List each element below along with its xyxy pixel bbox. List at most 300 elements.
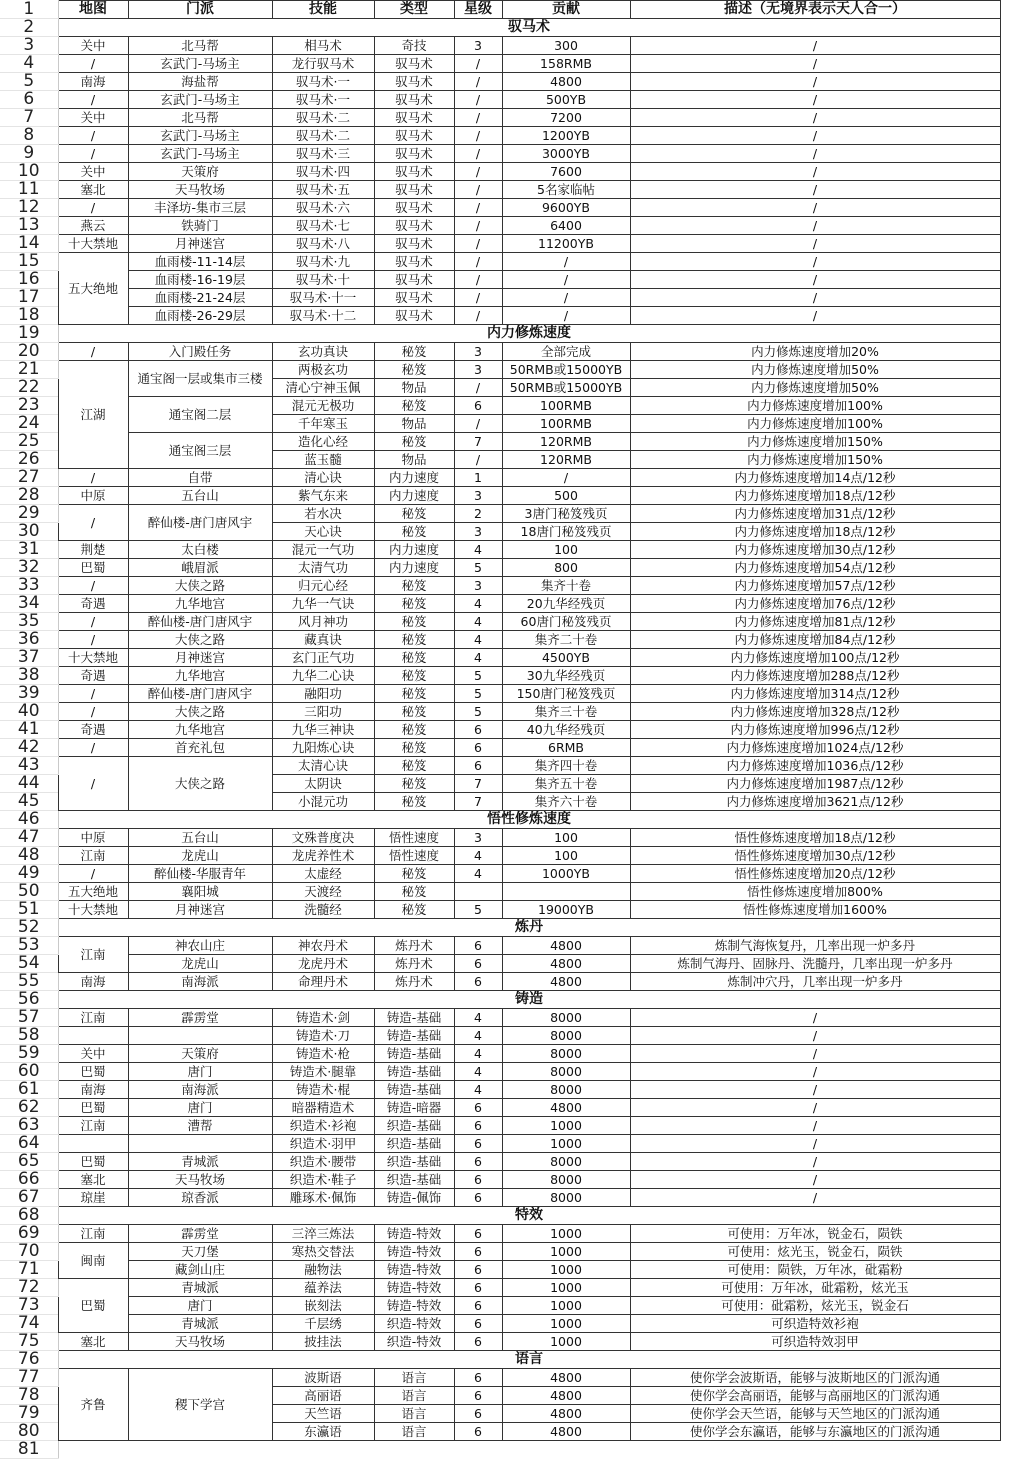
table-cell: 天渡经 <box>272 883 374 901</box>
table-cell: 荆楚 <box>58 541 128 559</box>
table-cell: 8000 <box>502 1009 630 1027</box>
table-cell: 江南 <box>58 1117 128 1135</box>
table-cell: 可使用：炫光玉，锐金石，陨铁 <box>630 1243 1000 1261</box>
row-number: 11 <box>0 181 58 199</box>
table-cell: 可使用：陨铁，万年冰，砒霜粉 <box>630 1261 1000 1279</box>
table-cell: 6 <box>454 1189 502 1207</box>
table-cell: 南海 <box>58 73 128 91</box>
table-cell: 内力修炼速度增加57点/12秒 <box>630 577 1000 595</box>
table-row <box>0 541 1000 559</box>
table-cell: 集齐五十卷 <box>502 775 630 793</box>
row-number: 66 <box>0 1171 58 1189</box>
table-cell: 8000 <box>502 1045 630 1063</box>
table-cell: 织造术·衫袍 <box>272 1117 374 1135</box>
table-cell: 天心诀 <box>272 523 374 541</box>
table-cell: 秘笈 <box>374 865 454 883</box>
table-cell: / <box>454 379 502 397</box>
table-cell: 4800 <box>502 973 630 991</box>
row-number: 53 <box>0 937 58 955</box>
table-row <box>0 1315 1000 1333</box>
table-cell: 6 <box>454 1423 502 1441</box>
table-row <box>0 1189 1000 1207</box>
table-cell: 驭马术 <box>374 307 454 325</box>
table-row <box>0 721 1000 739</box>
table-cell: 内力修炼速度增加54点/12秒 <box>630 559 1000 577</box>
table-row <box>0 667 1000 685</box>
section-row <box>0 811 1000 829</box>
table-cell: 6400 <box>502 217 630 235</box>
table-cell: 50RMB或15000YB <box>502 361 630 379</box>
table-cell: / <box>454 415 502 433</box>
table-row <box>0 595 1000 613</box>
table-cell: 玄武门-马场主 <box>128 145 272 163</box>
table-cell: / <box>630 1153 1000 1171</box>
table-row <box>0 1369 1000 1387</box>
merged-cell: 通宝阁一层或集市三楼 <box>128 361 272 397</box>
table-cell: 18唐门秘笈残页 <box>502 523 630 541</box>
table-cell: 驭马术 <box>374 91 454 109</box>
table-cell: 驭马术 <box>374 109 454 127</box>
table-cell: 混元一气功 <box>272 541 374 559</box>
merged-cell: / <box>58 505 128 541</box>
table-cell: / <box>58 127 128 145</box>
merged-cell: 江南 <box>58 937 128 973</box>
table-cell: / <box>502 253 630 271</box>
table-cell: 6 <box>454 1387 502 1405</box>
table-cell: 集齐三十卷 <box>502 703 630 721</box>
table-cell: 6 <box>454 1297 502 1315</box>
table-cell: 4 <box>454 1063 502 1081</box>
table-cell: / <box>454 199 502 217</box>
table-cell: 6 <box>454 1153 502 1171</box>
table-cell: 玄功真诀 <box>272 343 374 361</box>
table-cell: 6 <box>454 955 502 973</box>
row-number: 35 <box>0 613 58 631</box>
row-number: 38 <box>0 667 58 685</box>
row-number: 55 <box>0 973 58 991</box>
section-title: 悟性修炼速度 <box>58 811 1000 829</box>
table-cell: 驭马术 <box>374 55 454 73</box>
table-cell: 5 <box>454 901 502 919</box>
table-cell: 使你学会天竺语，能够与天竺地区的门派沟通 <box>630 1405 1000 1423</box>
table-cell: 1000 <box>502 1261 630 1279</box>
row-number: 2 <box>0 19 58 37</box>
table-row <box>0 703 1000 721</box>
table-cell: 8000 <box>502 1171 630 1189</box>
table-cell: 4 <box>454 1081 502 1099</box>
table-cell: 悟性修炼速度增加800% <box>630 883 1000 901</box>
table-cell: 高丽语 <box>272 1387 374 1405</box>
table-cell: 可织造特效羽甲 <box>630 1333 1000 1351</box>
table-cell: 唐门 <box>128 1099 272 1117</box>
header-sect: 门派 <box>128 1 272 19</box>
row-number: 16 <box>0 271 58 289</box>
row-number: 39 <box>0 685 58 703</box>
row-number: 31 <box>0 541 58 559</box>
table-cell: / <box>630 1189 1000 1207</box>
table-cell: 自带 <box>128 469 272 487</box>
table-cell: 驭马术·二 <box>272 109 374 127</box>
table-cell: 内力修炼速度增加84点/12秒 <box>630 631 1000 649</box>
table-row <box>0 343 1000 361</box>
table-cell: 6 <box>454 739 502 757</box>
row-number: 52 <box>0 919 58 937</box>
table-cell: 天马牧场 <box>128 181 272 199</box>
row-number: 59 <box>0 1045 58 1063</box>
table-cell: 关中 <box>58 109 128 127</box>
table-cell: 驭马术 <box>374 145 454 163</box>
table-cell: 唐门 <box>128 1063 272 1081</box>
table-cell: 6 <box>454 1261 502 1279</box>
table-cell: 铸造术·刀 <box>272 1027 374 1045</box>
table-row <box>0 181 1000 199</box>
table-cell: 藏真诀 <box>272 631 374 649</box>
row-number: 30 <box>0 523 58 541</box>
table-cell: 龙虎养性术 <box>272 847 374 865</box>
table-cell: / <box>630 37 1000 55</box>
table-cell: 可织造特效衫袍 <box>630 1315 1000 1333</box>
table-cell: 南海 <box>58 973 128 991</box>
table-cell: / <box>630 235 1000 253</box>
table-cell: 醉仙楼-华服青年 <box>128 865 272 883</box>
table-cell: / <box>630 1045 1000 1063</box>
table-cell: 神农山庄 <box>128 937 272 955</box>
table-row <box>0 289 1000 307</box>
row-number: 7 <box>0 109 58 127</box>
table-cell: 秘笈 <box>374 595 454 613</box>
table-cell: / <box>630 1009 1000 1027</box>
table-cell: 内力修炼速度增加288点/12秒 <box>630 667 1000 685</box>
table-cell: 织造术·鞋子 <box>272 1171 374 1189</box>
table-cell: / <box>454 145 502 163</box>
table-cell: 6RMB <box>502 739 630 757</box>
table-cell: 玄武门-马场主 <box>128 55 272 73</box>
table-cell: / <box>630 199 1000 217</box>
header-star: 星级 <box>454 1 502 19</box>
table-cell: 太阴诀 <box>272 775 374 793</box>
table-cell: 100 <box>502 847 630 865</box>
table-cell: / <box>58 613 128 631</box>
table-cell: 驭马术·七 <box>272 217 374 235</box>
table-cell: 玄武门-马场主 <box>128 127 272 145</box>
row-number: 34 <box>0 595 58 613</box>
row-number: 37 <box>0 649 58 667</box>
table-cell: 1200YB <box>502 127 630 145</box>
table-cell: 内力修炼速度增加14点/12秒 <box>630 469 1000 487</box>
table-cell: 织造-基础 <box>374 1117 454 1135</box>
table-cell: / <box>454 451 502 469</box>
table-cell: / <box>454 253 502 271</box>
table-cell: 秘笈 <box>374 649 454 667</box>
table-cell: 琼香派 <box>128 1189 272 1207</box>
table-cell: 语言 <box>374 1369 454 1387</box>
row-number: 71 <box>0 1261 58 1279</box>
table-cell: 南海派 <box>128 1081 272 1099</box>
table-row <box>0 487 1000 505</box>
row-number: 81 <box>0 1441 58 1459</box>
table-cell: 内力修炼速度增加100点/12秒 <box>630 649 1000 667</box>
table-cell: 内力修炼速度增加3621点/12秒 <box>630 793 1000 811</box>
table-cell: 炼丹术 <box>374 937 454 955</box>
table-cell: 集齐六十卷 <box>502 793 630 811</box>
table-cell: 青城派 <box>128 1153 272 1171</box>
row-number: 8 <box>0 127 58 145</box>
table-cell: 驭马术 <box>374 199 454 217</box>
table-cell: 7 <box>454 793 502 811</box>
table-cell: 秘笈 <box>374 523 454 541</box>
table-cell: 雕琢术·佩饰 <box>272 1189 374 1207</box>
table-row <box>0 1171 1000 1189</box>
header-contribution: 贡献 <box>502 1 630 19</box>
table-cell: 语言 <box>374 1423 454 1441</box>
table-cell: 唐门 <box>128 1297 272 1315</box>
table-cell: 内力修炼速度增加1987点/12秒 <box>630 775 1000 793</box>
table-cell: 4 <box>454 1027 502 1045</box>
row-number: 54 <box>0 955 58 973</box>
table-cell: 秘笈 <box>374 721 454 739</box>
row-number: 17 <box>0 289 58 307</box>
table-cell: 可使用：砒霜粉，炫光玉，锐金石 <box>630 1297 1000 1315</box>
table-cell: 内力修炼速度增加150% <box>630 451 1000 469</box>
table-cell: 炼制冲穴丹，几率出现一炉多丹 <box>630 973 1000 991</box>
row-number: 13 <box>0 217 58 235</box>
row-number: 60 <box>0 1063 58 1081</box>
table-cell: 秘笈 <box>374 793 454 811</box>
table-cell: 秘笈 <box>374 739 454 757</box>
table-cell: 北马帮 <box>128 109 272 127</box>
table-row <box>0 649 1000 667</box>
table-cell: 燕云 <box>58 217 128 235</box>
table-row <box>0 1333 1000 1351</box>
table-cell: 千层绣 <box>272 1315 374 1333</box>
row-number: 43 <box>0 757 58 775</box>
table-cell: 中原 <box>58 829 128 847</box>
table-cell: 悟性速度 <box>374 847 454 865</box>
table-cell: 天策府 <box>128 163 272 181</box>
table-cell: / <box>630 253 1000 271</box>
table-cell: 19000YB <box>502 901 630 919</box>
table-cell: 物品 <box>374 451 454 469</box>
table-cell: 南海派 <box>128 973 272 991</box>
table-cell: 6 <box>454 721 502 739</box>
table-cell: 300 <box>502 37 630 55</box>
table-cell: 4800 <box>502 1423 630 1441</box>
table-cell: 1000 <box>502 1315 630 1333</box>
table-cell: 九华地宫 <box>128 595 272 613</box>
table-cell: 4 <box>454 649 502 667</box>
table-cell: 织造-特效 <box>374 1333 454 1351</box>
table-cell: 悟性修炼速度增加20点/12秒 <box>630 865 1000 883</box>
table-cell: 大侠之路 <box>128 577 272 595</box>
table-cell: 龙虎山 <box>128 847 272 865</box>
table-cell: 4800 <box>502 955 630 973</box>
table-cell: 十大禁地 <box>58 901 128 919</box>
table-cell: 物品 <box>374 379 454 397</box>
table-row <box>0 235 1000 253</box>
table-cell: 龙行驭马术 <box>272 55 374 73</box>
table-row <box>0 973 1000 991</box>
table-cell <box>454 883 502 901</box>
table-cell: 秘笈 <box>374 757 454 775</box>
table-row <box>0 469 1000 487</box>
table-cell: 玄门正气功 <box>272 649 374 667</box>
row-number: 68 <box>0 1207 58 1225</box>
table-cell: 6 <box>454 397 502 415</box>
table-cell: 铸造-基础 <box>374 1027 454 1045</box>
row-number: 36 <box>0 631 58 649</box>
merged-cell: 闽南 <box>58 1243 128 1279</box>
table-cell: / <box>454 127 502 145</box>
table-cell: 天马牧场 <box>128 1333 272 1351</box>
table-cell: / <box>502 289 630 307</box>
table-cell: 驭马术 <box>374 217 454 235</box>
table-cell: 8000 <box>502 1063 630 1081</box>
table-cell: / <box>630 289 1000 307</box>
section-title: 驭马术 <box>58 19 1000 37</box>
row-number: 6 <box>0 91 58 109</box>
table-row <box>0 145 1000 163</box>
table-cell: 集齐十卷 <box>502 577 630 595</box>
table-cell: 可使用：万年冰，砒霜粉，炫光玉 <box>630 1279 1000 1297</box>
table-cell: 青城派 <box>128 1315 272 1333</box>
row-number: 4 <box>0 55 58 73</box>
table-cell: / <box>58 631 128 649</box>
table-cell: / <box>630 109 1000 127</box>
table-cell: 秘笈 <box>374 667 454 685</box>
row-number: 49 <box>0 865 58 883</box>
table-cell: 九华一气诀 <box>272 595 374 613</box>
row-number: 45 <box>0 793 58 811</box>
table-cell: 铸造-基础 <box>374 1009 454 1027</box>
table-cell: 十大禁地 <box>58 235 128 253</box>
table-cell: 归元心经 <box>272 577 374 595</box>
table-cell: / <box>454 109 502 127</box>
table-cell: 500YB <box>502 91 630 109</box>
table-cell: 内力修炼速度增加328点/12秒 <box>630 703 1000 721</box>
table-row <box>0 1279 1000 1297</box>
table-cell: 铸造-特效 <box>374 1261 454 1279</box>
table-cell: 造化心经 <box>272 433 374 451</box>
table-cell: 悟性修炼速度增加18点/12秒 <box>630 829 1000 847</box>
table-cell: 相马术 <box>272 37 374 55</box>
row-number: 67 <box>0 1189 58 1207</box>
table-cell: 驭马术·十二 <box>272 307 374 325</box>
section-row <box>0 1207 1000 1225</box>
row-number: 42 <box>0 739 58 757</box>
table-cell: / <box>454 217 502 235</box>
table-cell: 20九华经残页 <box>502 595 630 613</box>
table-cell <box>58 1027 128 1045</box>
table-row <box>0 1225 1000 1243</box>
row-number: 69 <box>0 1225 58 1243</box>
table-cell: 青城派 <box>128 1279 272 1297</box>
table-cell: 江南 <box>58 1009 128 1027</box>
table-cell: 铸造-特效 <box>374 1297 454 1315</box>
table-cell: 3唐门秘笈残页 <box>502 505 630 523</box>
table-row <box>0 505 1000 523</box>
table-cell: / <box>630 1117 1000 1135</box>
table-cell: 6 <box>454 1279 502 1297</box>
table-cell: / <box>58 577 128 595</box>
table-cell: 月神迷宫 <box>128 901 272 919</box>
table-cell: 风月神功 <box>272 613 374 631</box>
table-cell: 40九华经残页 <box>502 721 630 739</box>
merged-cell: 通宝阁二层 <box>128 397 272 433</box>
table-cell: 内力修炼速度增加100% <box>630 397 1000 415</box>
table-cell: 驭马术·九 <box>272 253 374 271</box>
table-row <box>0 37 1000 55</box>
table-cell: 6 <box>454 1369 502 1387</box>
table-row <box>0 109 1000 127</box>
table-cell: 披挂法 <box>272 1333 374 1351</box>
table-cell: 巴蜀 <box>58 559 128 577</box>
row-number: 40 <box>0 703 58 721</box>
row-number: 64 <box>0 1135 58 1153</box>
table-cell: 奇遇 <box>58 721 128 739</box>
table-cell: 醉仙楼-唐门唐风宇 <box>128 685 272 703</box>
table-cell: / <box>454 163 502 181</box>
table-cell: 驭马术 <box>374 73 454 91</box>
table-cell: 驭马术·十 <box>272 271 374 289</box>
table-cell: 内力修炼速度增加81点/12秒 <box>630 613 1000 631</box>
table-cell: 4800 <box>502 1387 630 1405</box>
table-cell: 8000 <box>502 1027 630 1045</box>
table-cell: 霹雳堂 <box>128 1009 272 1027</box>
table-cell: 1 <box>454 469 502 487</box>
table-cell: 嵌刻法 <box>272 1297 374 1315</box>
table-cell: 可使用：万年冰，锐金石，陨铁 <box>630 1225 1000 1243</box>
table-cell: 驭马术·五 <box>272 181 374 199</box>
table-cell: 内力修炼速度增加1024点/12秒 <box>630 739 1000 757</box>
table-cell: 驭马术 <box>374 181 454 199</box>
table-cell: 驭马术·三 <box>272 145 374 163</box>
table-cell: 十大禁地 <box>58 649 128 667</box>
table-cell: 内力修炼速度增加31点/12秒 <box>630 505 1000 523</box>
table-cell: 3 <box>454 523 502 541</box>
table-cell: / <box>630 1099 1000 1117</box>
table-row <box>0 901 1000 919</box>
table-cell: / <box>58 703 128 721</box>
table-cell: 秘笈 <box>374 397 454 415</box>
table-cell: 奇技 <box>374 37 454 55</box>
table-cell: 驭马术 <box>374 235 454 253</box>
merged-cell: 大侠之路 <box>128 757 272 811</box>
table-row <box>0 1117 1000 1135</box>
table-cell: / <box>630 73 1000 91</box>
row-number: 23 <box>0 397 58 415</box>
header-skill: 技能 <box>272 1 374 19</box>
table-cell: 铸造-基础 <box>374 1081 454 1099</box>
table-cell: 塞北 <box>58 1333 128 1351</box>
merged-cell: 稷下学宫 <box>128 1369 272 1441</box>
table-cell: 洗髓经 <box>272 901 374 919</box>
table-cell <box>58 1135 128 1153</box>
table-cell: 峨眉派 <box>128 559 272 577</box>
table-cell: 铸造术·剑 <box>272 1009 374 1027</box>
row-number: 29 <box>0 505 58 523</box>
table-cell: 驭马术·一 <box>272 91 374 109</box>
table-cell: 11200YB <box>502 235 630 253</box>
table-cell: / <box>454 271 502 289</box>
merged-cell: / <box>58 757 128 811</box>
table-cell: 琼崖 <box>58 1189 128 1207</box>
table-cell: 内力修炼速度增加314点/12秒 <box>630 685 1000 703</box>
table-cell: 秘笈 <box>374 631 454 649</box>
table-cell: 塞北 <box>58 181 128 199</box>
merged-cell: 巴蜀 <box>58 1279 128 1333</box>
table-cell: 铸造-特效 <box>374 1243 454 1261</box>
header-type: 类型 <box>374 1 454 19</box>
